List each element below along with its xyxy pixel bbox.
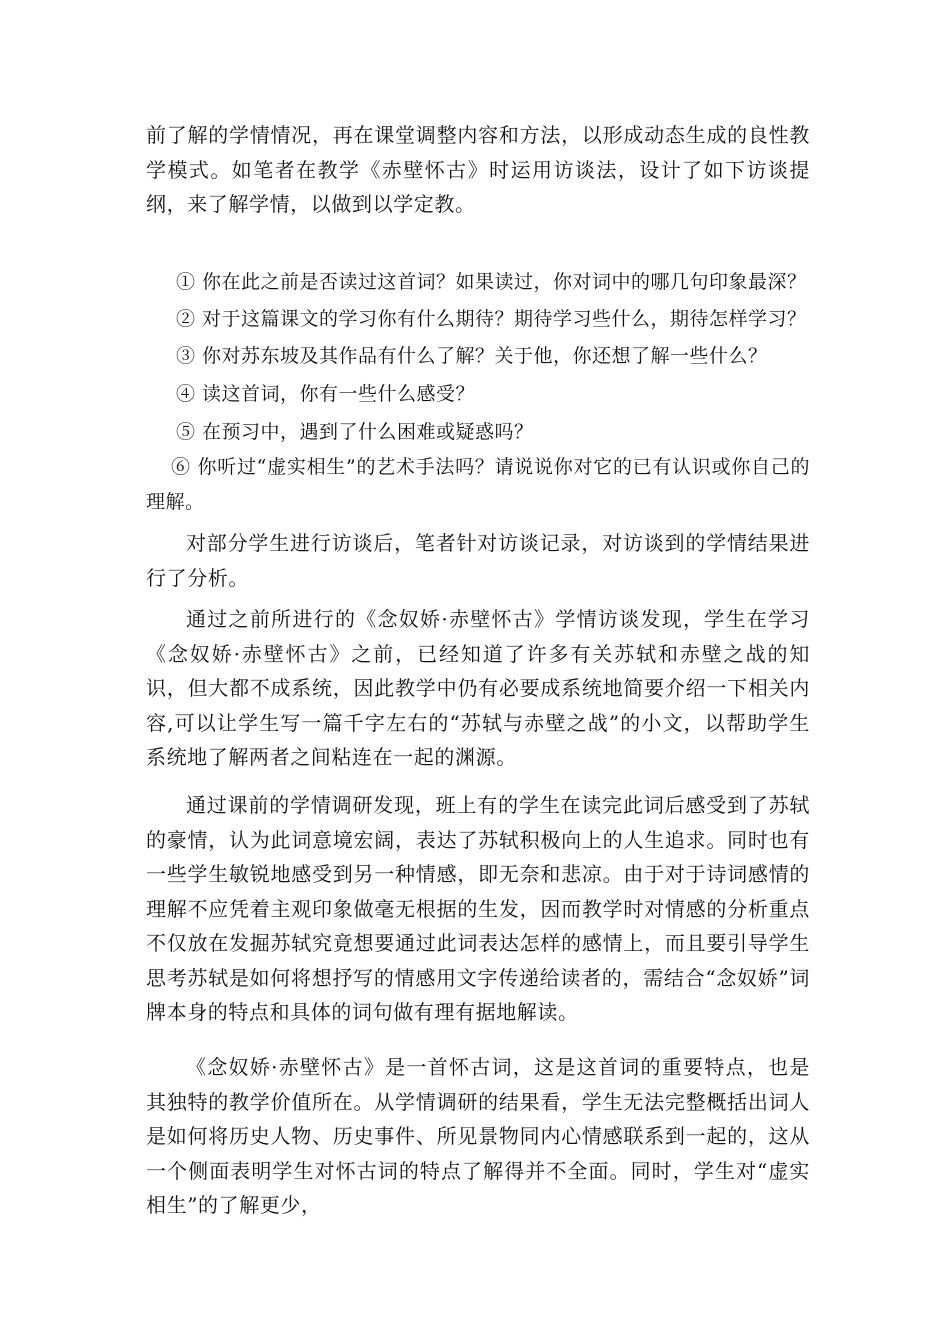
analysis-paragraph: 对部分学生进行访谈后，笔者针对访谈记录，对访谈到的学情结果进行了分析。	[146, 531, 810, 590]
interview-question-6: ⑥ 你听过“虚实相生”的艺术手法吗？请说说你对它的已有认识或你自己的理解。	[146, 456, 810, 513]
findings-paragraph-1: 通过之前所进行的《念奴娇·赤壁怀古》学情访谈发现，学生在学习《念奴娇·赤壁怀古》之前，已经知道了许多有关苏轼和赤壁之战的知识，但大都不成系统，因此教学中仍有必要成系统地简要介绍一下相关内容,可以让学生写一篇千字左右的“苏轼与赤壁之战”的小文，以帮助学生系统地了解两者之间粘连在一起的渊源。	[146, 607, 810, 769]
interview-question-3: ③ 你对苏东坡及其作品有什么了解？关于他，你还想了解一些什么？	[176, 345, 768, 367]
interview-question-4: ④ 读这首词，你有一些什么感受？	[176, 383, 476, 405]
interview-question-5: ⑤ 在预习中，遇到了什么困难或疑惑吗？	[176, 421, 534, 443]
intro-paragraph: 前了解的学情情况，再在课堂调整内容和方法，以形成动态生成的良性教学模式。如笔者在教学《赤壁怀古》时运用访谈法，设计了如下访谈提纲，来了解学情，以做到以学定教。	[146, 123, 810, 216]
findings-paragraph-3: 《念奴娇·赤壁怀古》是一首怀古词，这是这首词的重要特点，也是其独特的教学价值所在。从学情调研的结果看，学生无法完整概括出词人是如何将历史人物、历史事件、所见景物同内心情感联系到一起的，这从一个侧面表明学生对怀古词的特点了解得并不全面。同时，学生对“虚实相生”的了解更少，	[146, 1055, 810, 1217]
interview-question-1: ① 你在此之前是否读过这首词？如果读过，你对词中的哪几句印象最深？	[176, 271, 807, 293]
interview-question-2: ② 对于这篇课文的学习你有什么期待？期待学习些什么，期待怎样学习？	[176, 308, 807, 330]
findings-paragraph-2: 通过课前的学情调研发现，班上有的学生在读完此词后感受到了苏轼的豪情，认为此词意境宏阔，表达了苏轼积极向上的人生追求。同时也有一些学生敏锐地感受到另一种情感，即无奈和悲凉。由于对于诗词感情的理解不应凭着主观印象做毫无根据的生发，因而教学时对情感的分析重点不仅放在发掘苏轼究竟想要通过此词表达怎样的感情上，而且要引导学生思考苏轼是如何将想抒写的情感用文字传递给读者的，需结合“念奴娇”词牌本身的特点和具体的词句做有理有据地解读。	[146, 793, 810, 1024]
